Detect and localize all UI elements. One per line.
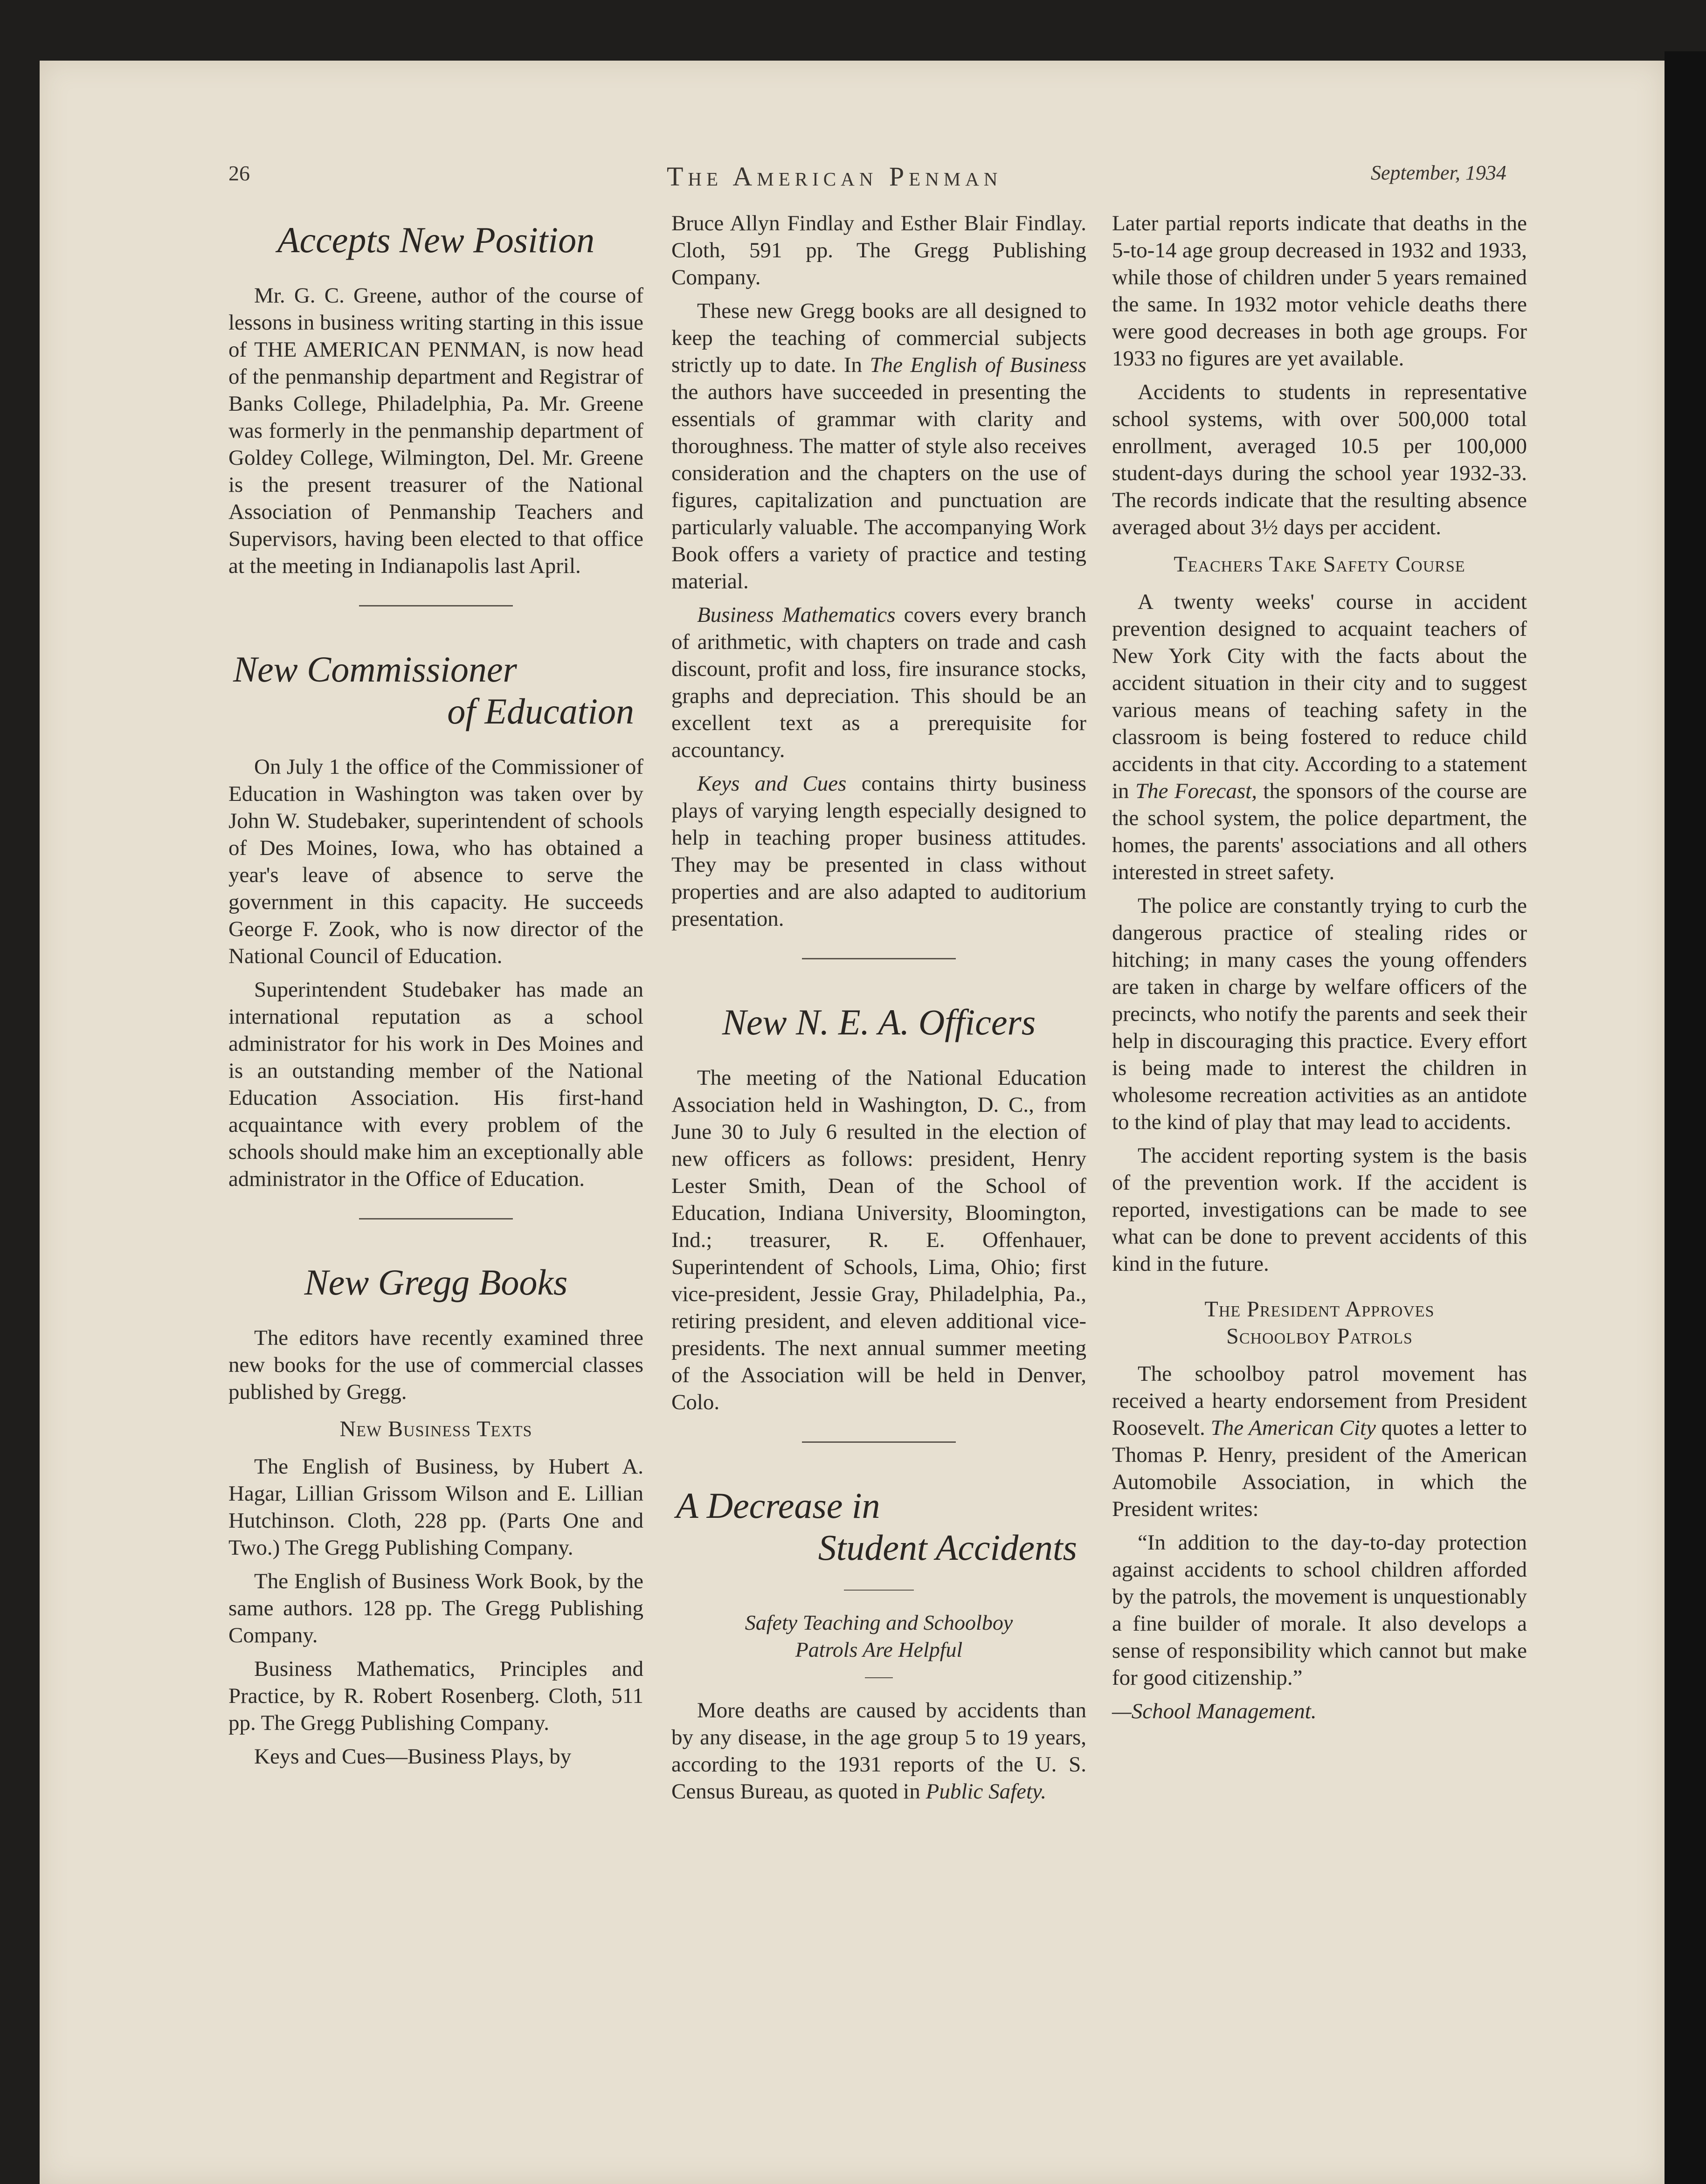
running-title: The American Penman bbox=[667, 161, 1002, 192]
subheading-rule bbox=[865, 1677, 893, 1678]
heading-new-nea-officers: New N. E. A. Officers bbox=[722, 1002, 1036, 1042]
heading-decrease-in-accidents bbox=[671, 1485, 1086, 1569]
section-divider bbox=[802, 1441, 956, 1443]
paragraph: The English of Business, by Hubert A. Hagar, Lillian Grissom Wilson and E. Lillian Hutchinson. Cloth, 228 pp. (Parts One and Two.) The Gregg Publishing Company. bbox=[228, 1454, 643, 1560]
paragraph: A twenty weeks' course in accident prevention designed to acquaint teachers of New York City with the facts about the accident situation in their city and to suggest various means of teaching safety in the classroom is being fostered to reduce child accidents in that city. According to a statement in The Forecast, the sponsors of the course are the school system, the police department, the homes, the parents' associations and all others interested in street safety. bbox=[1112, 590, 1527, 884]
subheading-president-approves: The President Approves Schoolboy Patrols bbox=[1204, 1297, 1435, 1349]
paragraph: Keys and Cues—Business Plays, by bbox=[254, 1744, 572, 1769]
subheading-rule bbox=[844, 1590, 914, 1591]
section-divider bbox=[802, 958, 956, 959]
paragraph: The English of Business Work Book, by the same authors. 128 pp. The Gregg Publishing Company. bbox=[228, 1569, 643, 1647]
paragraph: Business Mathematics, Principles and Practice, by R. Robert Rosenberg. Cloth, 511 pp. The Gregg Publishing Company. bbox=[228, 1657, 643, 1735]
paragraph: The accident reporting system is the basis of the prevention work. If the accident is reported, investigations can be made to see what can be done to prevent accidents of this kind in the future. bbox=[1112, 1144, 1527, 1276]
page-edge-shadow bbox=[1665, 51, 1706, 2184]
column-3 bbox=[1112, 210, 1527, 1731]
subheading-teachers-safety-course: Teachers Take Safety Course bbox=[1174, 552, 1465, 577]
paragraph: Superintendent Studebaker has made an international reputation as a school administrator for his work in Des Moines and is an outstanding member of the National Education Association. His first-hand acquaintance with every problem of the schools should make him an exceptionally able administrator in the Office of Education. bbox=[228, 978, 643, 1191]
column-2 bbox=[671, 210, 1086, 1812]
heading-line: A Decrease in bbox=[676, 1485, 880, 1526]
paragraph: These new Gregg books are all designed to keep the teaching of commercial subjects strictly up to date. In The English of Business the authors have succeeded in presenting the essentials of grammar with clarity and thoroughness. The matter of style also receives consideration and the chapters on the use of figures, capitalization and punctuation are particularly valuable. The accompanying Work Book offers a variety of practice and testing material. bbox=[671, 299, 1086, 593]
paragraph: More deaths are caused by accidents than by any disease, in the age group 5 to 19 years, according to the 1931 reports of the U. S. Census Bureau, as quoted in Public Safety. bbox=[671, 1698, 1086, 1804]
paragraph: On July 1 the office of the Commissioner of Education in Washington was taken over by John W. Studebaker, superintendent of schools of Des Moines, Iowa, who has obtained a year's leave of absence to serve the government in this capacity. He succeeds George F. Zook, who is now director of the National Council of Education. bbox=[228, 755, 643, 968]
quote-source: —School Management. bbox=[1112, 1699, 1317, 1723]
heading-line: New Commissioner bbox=[233, 649, 517, 689]
paragraph: The editors have recently examined three new books for the use of commercial classes published by Gregg. bbox=[228, 1326, 643, 1404]
paragraph: Bruce Allyn Findlay and Esther Blair Findlay. Cloth, 591 pp. The Gregg Publishing Company. bbox=[671, 211, 1086, 289]
quote-paragraph: “In addition to the day-to-day protection against accidents to school children afforded by the patrols, the movement is unquestionably a fine builder of morale. It also develops a sense of responsibility which cannot but make for good citizenship.” bbox=[1112, 1530, 1527, 1690]
issue-date: September, 1934 bbox=[1371, 161, 1506, 184]
paragraph: Mr. G. C. Greene, author of the course of lessons in business writing starting in this issue of THE AMERICAN PENMAN, is now head of the penmanship department and Registrar of Banks College, Philadelphia, Pa. Mr. Greene was formerly in the penmanship department of Goldey College, Wilmington, Del. Mr. Greene is the present treasurer of the National Association of Penmanship Teachers and Supervisors, having been elected to that office at the meeting in Indianapolis last April. bbox=[228, 283, 643, 578]
paragraph: The meeting of the National Education Association held in Washington, D. C., from June 30 to July 6 resulted in the election of new officers as follows: president, Henry Lester Smith, Dean of the School of Education, Indiana University, Bloomington, Ind.; treasurer, R. E. Offenhauer, Superintendent of Schools, Lima, Ohio; first vice-president, Jessie Gray, Philadelphia, Pa., retiring president, and eleven additional vice-presidents. The next annual summer meeting of the Association will be held in Denver, Colo. bbox=[671, 1066, 1086, 1414]
subheading-new-business-texts: New Business Texts bbox=[339, 1417, 532, 1441]
heading-line: Student Accidents bbox=[818, 1527, 1077, 1568]
paragraph: The schoolboy patrol movement has received a hearty endorsement from President Roosevelt. The American City quotes a letter to Thomas P. Henry, president of the American Automobile Association, in which the President writes: bbox=[1112, 1362, 1527, 1521]
heading-accepts-new-position: Accepts New Position bbox=[277, 220, 595, 260]
paragraph: Keys and Cues contains thirty business plays of varying length especially designed to help in teaching proper business attitudes. They may be presented in class without properties and are also adapted to auditorium presentation. bbox=[671, 772, 1086, 931]
heading-line: of Education bbox=[447, 691, 634, 731]
section-divider bbox=[359, 605, 513, 606]
paragraph: The police are constantly trying to curb the dangerous practice of stealing rides or hitching; in many cases the young offenders are taken in charge by welfare officers of the precincts, who notify the parents and seek their help in discouraging this practice. Every effort is being made to interest the children in wholesome recreation activities as an antidote to the kind of play that may lead to accidents. bbox=[1112, 894, 1527, 1134]
paragraph: Later partial reports indicate that deaths in the 5-to-14 age group decreased in 1932 and 1933, while those of children under 5 years remained the same. In 1932 motor vehicle deaths there were good decreases in both age groups. For 1933 no figures are yet available. bbox=[1112, 211, 1527, 371]
heading-new-commissioner bbox=[228, 648, 643, 732]
column-1 bbox=[228, 210, 643, 1777]
article-subheading: Safety Teaching and Schoolboy Patrols Are Helpful bbox=[745, 1611, 1013, 1661]
paragraph: Business Mathematics covers every branch of arithmetic, with chapters on trade and cash discount, profit and loss, fire insurance stocks, graphs and depreciation. This should be an excellent text as a prerequisite for accountancy. bbox=[671, 603, 1086, 762]
heading-new-gregg-books: New Gregg Books bbox=[304, 1262, 568, 1302]
paragraph: Accidents to students in representative school systems, with over 500,000 total enrollment, averaged 10.5 per 100,000 student-days during the school year 1932-33. The records indicate that the resulting absence averaged about 3½ days per accident. bbox=[1112, 380, 1527, 539]
section-divider bbox=[359, 1218, 513, 1219]
page-number: 26 bbox=[228, 161, 250, 185]
